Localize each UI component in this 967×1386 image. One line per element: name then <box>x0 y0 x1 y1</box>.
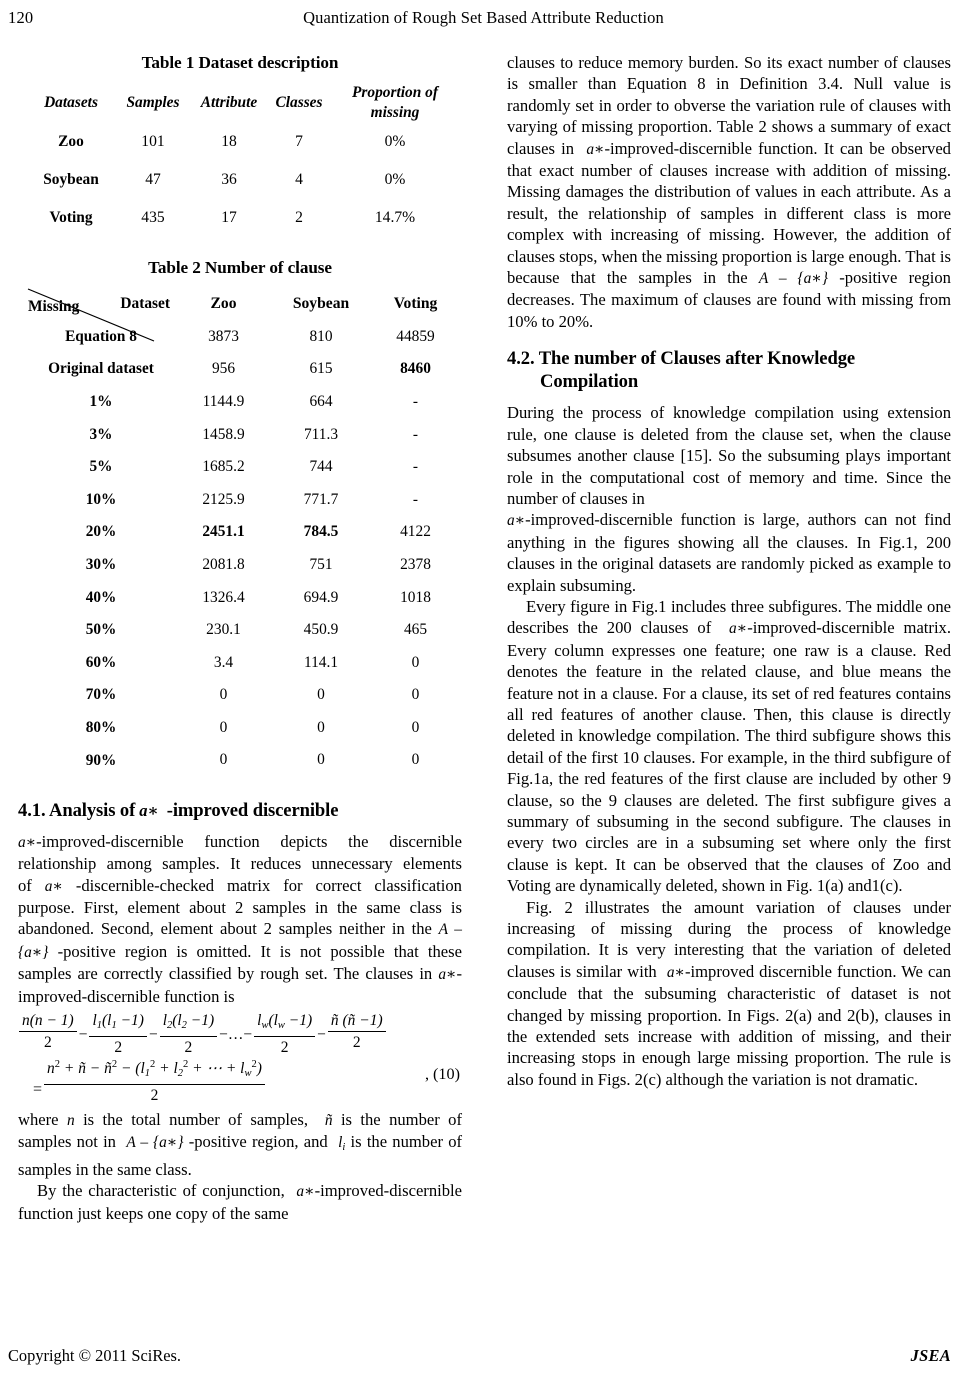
math-a-star: a∗ <box>44 877 63 895</box>
table-row <box>26 581 460 614</box>
table2-r10-label: 60% <box>85 653 117 671</box>
p411-b: -discernible-checked matrix for correct classification purpose. First, element about 2 samples in the same class is abandoned. Second, element about 2 samples neither in the <box>18 875 462 939</box>
table2-r8-label: 40% <box>85 588 117 606</box>
table2-r12-c0: 0 <box>219 718 228 736</box>
section-heading-4-1 <box>18 799 462 822</box>
table1-col-1: Samples <box>126 93 180 111</box>
page-number: 120 <box>8 8 34 27</box>
copyright-text: Copyright © 2011 SciRes. <box>8 1346 182 1365</box>
frac-lw: $\frac{l_w(l_w -1)}{2}$ <box>254 1011 315 1057</box>
table2-header-row <box>26 288 460 321</box>
table2-r4-label: 5% <box>89 458 113 476</box>
pr3-b: -improved-discernible matrix. Every column expresses one feature; one raw is a clause. Red denotes the feature in the related clause, and blue means the feature not in a clause. For a clause, its set of red features contains all red features of another clause. Then, this clause is directly deleted in knowledge compilation. The third subfigure shows this detail of the first 10 clauses. For example, in the third subfigure of Fig.1a, the red features of the first clause are included by other 9 clause, so the 9 clauses are deleted. The first subfigure gives a summary of subsuming in the second subfigure. The clauses in every two circles are in a subsuming set where only the first clause is kept. It can be observed that the clauses of Zoo and Voting are dynamically deleted, shown in Fig. 1(a) and1(c). <box>507 618 951 896</box>
table2-r10-c2: 0 <box>411 653 420 671</box>
table2-r3-c1: 711.3 <box>303 425 339 443</box>
table2-r4-c0: 1685.2 <box>202 458 245 476</box>
p411-c: -positive region is omitted. It is not possible that these samples are correctly classified by rough set. The clauses in <box>18 941 462 984</box>
table-row <box>26 386 460 419</box>
table-row <box>26 451 460 484</box>
table2-col-zoo: Zoo <box>210 295 237 313</box>
section-4-1-suffix: -improved discernible <box>166 799 339 821</box>
table1-header-row <box>26 83 460 123</box>
table2-col-voting: Voting <box>393 295 438 313</box>
left-column <box>18 52 462 1224</box>
p412-b: is the total number of samples, <box>83 1109 309 1129</box>
paragraph-4-1-2 <box>18 1109 462 1180</box>
journal-abbrev: JSEA <box>910 1346 951 1365</box>
math-l-i: $l_i$ <box>338 1134 346 1154</box>
table2-r3-label: 3% <box>89 425 113 443</box>
pr1-a: clauses to reduce memory burden. So its exact number of clauses is smaller than Equation 8 in Definition 3.4. Null value is randomly set in order to obverse the variation rule of clauses with varying of missing proportion. Table 2 shows a summary of exact clauses in <box>507 53 951 158</box>
table2-r0-c0: 3873 <box>208 327 239 345</box>
table2-r11-c1: 0 <box>317 686 325 704</box>
table1-r1-c1: 47 <box>145 170 161 188</box>
table2-r9-c0: 230.1 <box>206 621 241 639</box>
table2-r13-label: 90% <box>85 751 117 769</box>
table1-r2-c4: 14.7% <box>374 208 416 226</box>
table2-r7-label: 30% <box>85 556 117 573</box>
table1-r1-c3: 4 <box>295 170 303 188</box>
table2-r1-label: Original dataset <box>48 360 154 378</box>
table2-r0-label: Equation 8 <box>65 327 137 345</box>
math-A-minus-astar: A – {a∗} <box>758 270 828 288</box>
equation-10-line-1: $\frac{n(n - 1)}{2}$ − $\frac{l_1(l_1 -1)}{2}$ − $\frac{l_2(l_2 -1)}{2}$ −…− $\frac{l_w(l_w -1)}{2}$ − $\frac{ñ (ñ -1)}{2}$ <box>18 1011 462 1057</box>
table2-r8-c2: 1018 <box>400 588 431 606</box>
table-row <box>26 199 460 237</box>
pr1-c: -positive region decreases. The maximum of clauses are found with missing from 10% to 20%. <box>507 268 951 331</box>
table2-r2-label: 1% <box>89 393 113 411</box>
table1-col-4: Proportion of missing <box>352 84 438 121</box>
table1-r2-c3: 2 <box>295 208 303 226</box>
table2-r5-label: 10% <box>85 490 117 508</box>
table2-r6-label: 20% <box>85 523 117 541</box>
table2-r10-c0: 3.4 <box>213 653 234 671</box>
table-row <box>26 646 460 679</box>
table2-r10-c1: 114.1 <box>303 653 339 671</box>
equation-10-line-2: = $\frac{n^2 + ñ - ñ^2 - (l_1^2 + l_2^2 + \cdots + l_w^2)}{2}$ <box>18 1055 462 1105</box>
p411-d: -improved-discernible function is <box>18 964 462 1006</box>
math-a-star: a∗ <box>666 963 685 981</box>
math-a-star: a∗ <box>18 833 37 851</box>
paragraph-r1 <box>507 52 951 332</box>
p413-b: -improved-discernible function just keeps one copy of the same <box>18 1181 463 1223</box>
section-4-2-line2: Compilation <box>540 371 639 393</box>
math-A-minus-astar: A – {a∗} <box>18 921 462 961</box>
p411-a: -improved-discernible function depicts the discernible relationship among samples. It reduces unnecessary elements of <box>18 831 462 895</box>
table2-corner-dataset-label: Dataset <box>120 294 170 312</box>
table2 <box>26 288 460 777</box>
math-a-star: a∗ <box>507 512 526 530</box>
table2-r11-c2: 0 <box>411 686 420 704</box>
equation-10 <box>18 1011 462 1105</box>
section-4-1-prefix: 4.1. Analysis of <box>18 799 136 821</box>
table2-r13-c1: 0 <box>317 751 325 769</box>
section-4-2-line1: 4.2. The number of Clauses after Knowledge <box>507 348 856 370</box>
table2-r1-c2: 8460 <box>400 360 431 378</box>
table2-r6-c1: 784.5 <box>303 523 339 541</box>
table2-r11-c0: 0 <box>219 686 228 704</box>
table1-r2-c1: 435 <box>141 208 165 226</box>
pr3-a: Every figure in Fig.1 includes three subfigures. The middle one describes the 200 clauses of <box>507 596 951 638</box>
math-a-star: a∗ <box>438 966 457 984</box>
table2-r6-c2: 4122 <box>400 523 431 541</box>
paragraph-r3 <box>507 596 951 897</box>
section-heading-4-2 <box>507 347 951 393</box>
table-row <box>26 549 460 582</box>
table-row <box>26 418 460 451</box>
table2-r1-c0: 956 <box>211 360 236 378</box>
table2-col-soybean: Soybean <box>292 295 350 313</box>
math-n: n <box>66 1111 75 1129</box>
math-A-minus-astar: A – {a∗} <box>126 1134 184 1152</box>
table2-r9-label: 50% <box>85 621 117 639</box>
table1-r1-c4: 0% <box>384 170 406 188</box>
frac-l2: $\frac{l_2(l_2 -1)}{2}$ <box>160 1011 217 1057</box>
paragraph-4-1-1 <box>18 831 462 1007</box>
p412-d: -positive region, and <box>188 1132 328 1152</box>
table2-r2-c1: 664 <box>309 392 333 410</box>
table1-r0-c4: 0% <box>384 132 406 150</box>
running-head <box>0 8 967 34</box>
table2-block <box>18 257 462 777</box>
table1-r0-c0: Zoo <box>58 132 84 150</box>
frac-ntilde: $\frac{ñ (ñ -1)}{2}$ <box>328 1011 386 1052</box>
table2-r4-c1: 744 <box>309 458 333 476</box>
table2-r13-c2: 0 <box>411 751 420 769</box>
table2-caption: Table 2 Number of clause <box>148 257 332 277</box>
table1-col-0: Datasets <box>44 93 98 111</box>
table1-r2-c2: 17 <box>221 208 237 226</box>
frac-n: $\frac{n(n - 1)}{2}$ <box>19 1011 77 1052</box>
table2-r12-c2: 0 <box>411 718 420 736</box>
table1-r0-c2: 18 <box>221 132 237 150</box>
table2-r11-label: 70% <box>85 686 117 704</box>
pr2-a: During the process of knowledge compilation using extension rule, one clause is deleted from the clause set, when the clause subsumes another clause [15]. So the subsuming plays important role in the computational cost of memory and time. Since the number of clauses in <box>507 403 951 508</box>
table2-r6-c0: 2451.1 <box>202 523 245 541</box>
table2-corner-cell <box>26 288 176 321</box>
table2-r9-c1: 450.9 <box>303 621 339 639</box>
table-row <box>26 744 460 777</box>
table-row <box>26 123 460 161</box>
table-row <box>26 516 460 549</box>
p413-a: By the characteristic of conjunction, <box>37 1181 285 1201</box>
table-row <box>26 483 460 516</box>
table2-r2-c0: 1144.9 <box>202 392 245 410</box>
table2-corner-missing-label: Missing <box>28 297 80 315</box>
p412-c: is the number of samples not in <box>18 1109 462 1152</box>
table2-r7-c1: 751 <box>309 555 333 573</box>
pr4-a: Fig. 2 illustrates the amount variation of clauses under increasing of missing during the process of knowledge compilation. It is very interesting that the variation of deleted clauses is similar with <box>507 897 951 981</box>
math-a-star: a∗ <box>586 140 605 158</box>
table1-r1-c0: Soybean <box>43 170 99 188</box>
page-footer <box>8 1346 959 1368</box>
table-row <box>26 679 460 712</box>
table2-r4-c2: - <box>412 458 419 476</box>
table-row <box>26 353 460 386</box>
table2-r12-label: 80% <box>85 718 117 736</box>
table2-r3-c2: - <box>412 425 419 443</box>
table2-r13-c0: 0 <box>219 751 228 769</box>
table2-r0-c1: 810 <box>309 327 333 345</box>
table2-r8-c0: 1326.4 <box>202 588 245 606</box>
table2-r9-c2: 465 <box>403 621 428 639</box>
pr2-b: -improved-discernible function is large, authors can not find anything in the figures showing all the clauses. In Fig.1, 200 clauses in the original datasets are randomly picked as example to explain subsuming. <box>507 510 951 595</box>
section-4-1-math: a∗ <box>139 800 159 820</box>
equation-10-number: , (10) <box>424 1065 460 1084</box>
table1-r0-c3: 7 <box>295 132 303 150</box>
p412-a: where <box>18 1109 59 1129</box>
table-row <box>26 614 460 647</box>
table2-r2-c2: - <box>412 392 419 410</box>
math-a-star: a∗ <box>296 1183 315 1201</box>
table1-caption: Table 1 Dataset description <box>141 53 339 72</box>
table1-col-2: Attribute <box>200 93 258 111</box>
table1-r0-c1: 101 <box>141 132 165 150</box>
paragraph-4-1-3 <box>18 1180 462 1224</box>
table2-r1-c1: 615 <box>309 360 333 378</box>
table2-r5-c1: 771.7 <box>303 490 339 508</box>
table1 <box>26 83 460 237</box>
table-row <box>26 712 460 745</box>
p412-e: is the number of samples in the same class. <box>18 1132 463 1179</box>
table2-r5-c0: 2125.9 <box>202 490 245 508</box>
math-n-tilde: ñ <box>324 1111 333 1129</box>
running-title: Quantization of Rough Set Based Attribute Reduction <box>303 8 664 27</box>
table1-r2-c0: Voting <box>49 208 93 226</box>
table2-r5-c2: - <box>412 490 419 508</box>
table2-r8-c1: 694.9 <box>303 588 339 606</box>
table1-block <box>18 52 462 237</box>
two-column-body <box>10 52 960 1312</box>
frac-expanded: $\frac{n^2 + ñ - ñ^2 - (l_1^2 + l_2^2 + \cdots + l_w^2)}{2}$ <box>44 1055 265 1105</box>
table2-r12-c1: 0 <box>317 718 325 736</box>
right-column <box>507 52 951 1090</box>
table2-r7-c2: 2378 <box>400 555 431 573</box>
table-row <box>26 161 460 199</box>
table2-r7-c0: 2081.8 <box>202 555 245 573</box>
paragraph-r2 <box>507 402 951 596</box>
table1-r1-c2: 36 <box>221 170 237 188</box>
paragraph-r4 <box>507 897 951 1091</box>
math-a-star: a∗ <box>729 620 748 638</box>
table2-r0-c2: 44859 <box>396 327 435 345</box>
table1-col-3: Classes <box>275 93 323 111</box>
pr4-b: -improved discernible function. We can conclude that the subsuming characteristic of dataset is not changed by missing proportion. In Figs. 2(a) and 2(b), clauses in the extended sets increase with addition of missing, and their increasing stops in enough large missing proportion. The rule is also found in Figs. 2(c) although the variation is not dramatic. <box>507 961 951 1089</box>
frac-l1: $\frac{l_1(l_1 -1)}{2}$ <box>89 1011 146 1057</box>
pr1-b: -improved-discernible function. It can be observed that exact number of clauses increase with addition of missing. Missing damages the distribution of values in each attribute. As a result, the relationship of samples in different class is more complex with increasing of missing. However, the addition of clauses stops, when the missing proportion is large enough. That is because that the samples in the <box>507 138 951 288</box>
table2-r3-c0: 1458.9 <box>202 425 245 443</box>
